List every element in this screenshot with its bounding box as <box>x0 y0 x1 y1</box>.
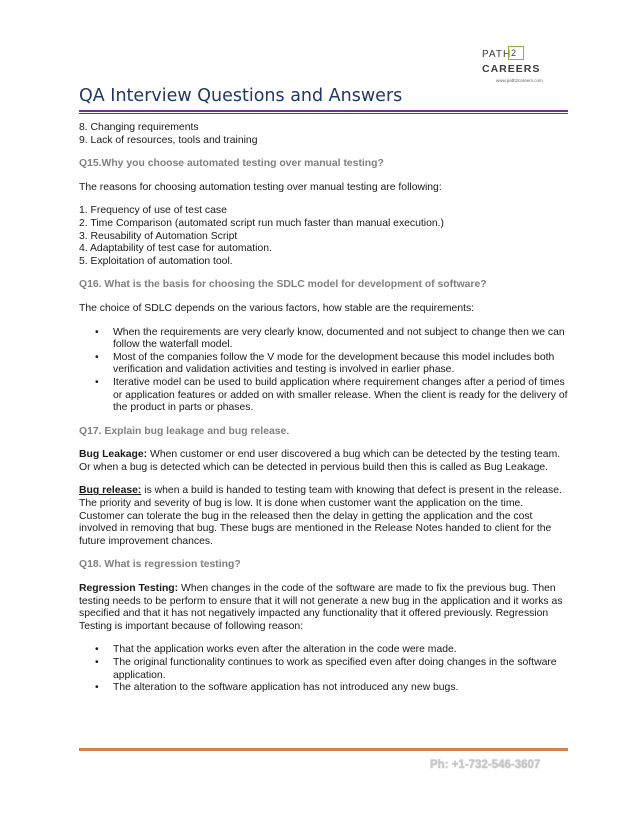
logo-text-careers: CAREERS <box>482 63 541 75</box>
bug-release-paragraph: Bug release: is when a build is handed to testing team with knowing that defect is present in the release. The priority and severity of bug is low. It is done when customer want the application on the time. Customer can tolerate the bug in the released then the delay in getting the application and the cost involved in removing that bug. These bugs are mentioned in the Release Notes handed to client for the future improvement chances. <box>79 485 562 547</box>
q15-list-item: 4. Adaptability of test case for automation. <box>79 243 272 255</box>
q15-list-item: 3. Reusability of Automation Script <box>79 230 238 242</box>
intro-item: 9. Lack of resources, tools and training <box>79 134 258 146</box>
page-title: QA Interview Questions and Answers <box>79 86 403 106</box>
q15-answer-intro: The reasons for choosing automation testing over manual testing are following: <box>79 181 442 193</box>
bullet-icon: • <box>95 326 99 338</box>
bullet-icon: • <box>95 657 99 668</box>
bullet-icon: • <box>95 351 99 363</box>
regression-term: Regression Testing: <box>79 583 179 595</box>
document-body <box>79 122 568 695</box>
question-q18: Q18. What is regression testing? <box>79 559 241 571</box>
list-item: • The original functionality continues to work as specified even after doing changes in the software application. <box>95 657 557 681</box>
bug-leakage-term: Bug Leakage: <box>79 449 148 461</box>
bullet-icon: • <box>95 644 99 656</box>
header-divider <box>79 110 568 112</box>
footer-phone: Ph: +1-732-546-3607 <box>430 759 541 771</box>
q15-list-item: 5. Exploitation of automation tool. <box>79 255 233 267</box>
logo-text-path: PATH <box>482 49 512 60</box>
bullet-icon: • <box>95 682 99 694</box>
intro-item: 8. Changing requirements <box>79 122 199 133</box>
list-item: • Most of the companies follow the V mode for the development because this model includes both verification and validation activities and testing is involved in earlier phase. <box>95 351 555 376</box>
question-q15: Q15.Why you choose automated testing over manual testing? <box>79 158 384 170</box>
path2careers-logo <box>478 46 568 86</box>
q16-answer-intro: The choice of SDLC depends on the various factors, how stable are the requirements: <box>79 302 475 314</box>
list-item: • The alteration to the software application has not introduced any new bugs. <box>95 682 459 694</box>
list-item: • That the application works even after the alteration in the code were made. <box>95 644 457 656</box>
logo-text-2: 2 <box>511 48 517 58</box>
logo-url: www.path2careers.com <box>496 78 543 83</box>
question-q17: Q17. Explain bug leakage and bug release. <box>79 425 290 437</box>
question-q16: Q16. What is the basis for choosing the SDLC model for development of software? <box>79 279 487 291</box>
bug-release-term: Bug release: <box>79 485 142 497</box>
regression-paragraph: Regression Testing: When changes in the code of the software are made to fix the previous bug. Then testing needs to be perform to ensure that it will not generate a new bug in the application and it works as specified and that it has not negatively impacted any functionality that it offered previously. Regression Testing is important because of following reason: <box>79 583 563 632</box>
q15-list-item: 1. Frequency of use of test case <box>79 205 227 217</box>
header-divider-thin <box>79 113 568 114</box>
footer-divider <box>79 748 568 751</box>
list-item: • When the requirements are very clearly know, documented and not subject to change then we can follow the waterfall model. <box>95 326 565 351</box>
q16-bullet-list <box>79 327 568 415</box>
bug-leakage-paragraph: Bug Leakage: When customer or end user discovered a bug which can be detected by the testing team. Or when a bug is detected which can be detected in pervious build then this is called as Bug Leakage. <box>79 449 561 473</box>
bullet-icon: • <box>95 376 99 388</box>
list-item: • Iterative model can be used to build application where requirement changes after a period of times or application features or added on with smaller release. When the client is ready for the delivery of the product in parts or phases. <box>95 376 568 414</box>
q15-list-item: 2. Time Comparison (automated script run much faster than manual execution.) <box>79 217 444 229</box>
q18-bullet-list <box>79 644 568 694</box>
